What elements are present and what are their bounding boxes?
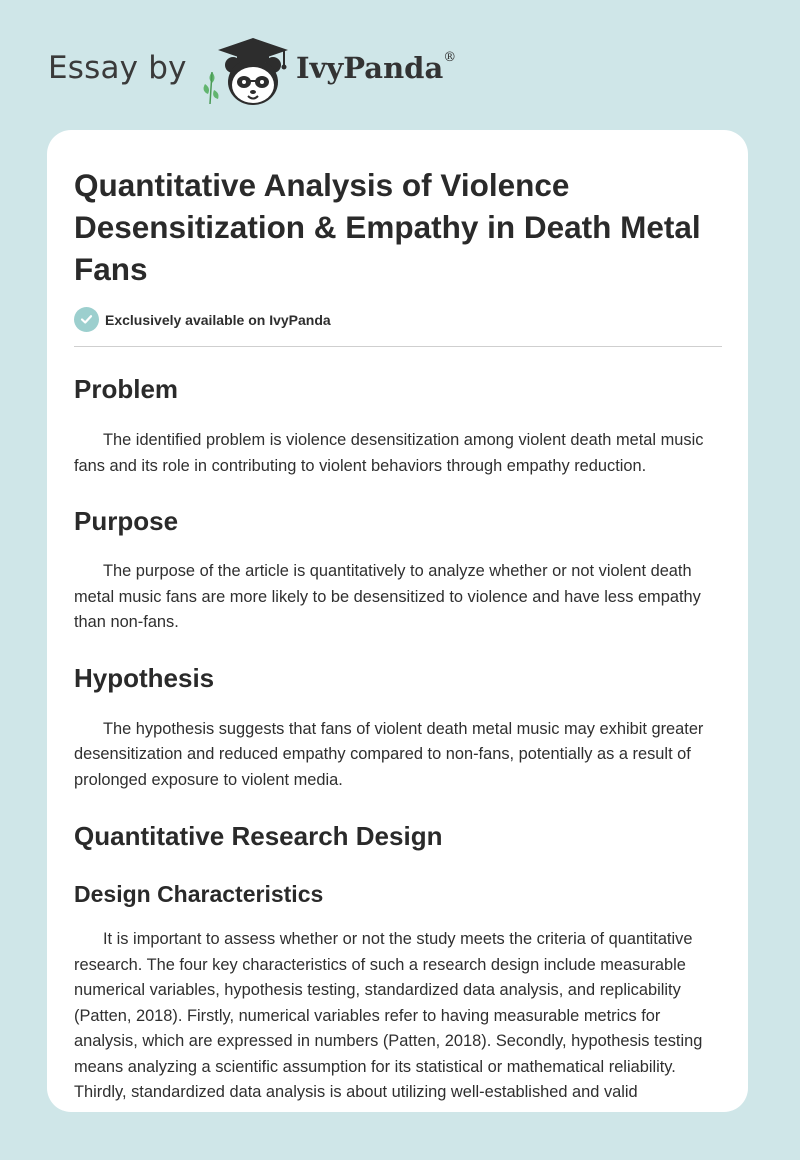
purpose-text: The purpose of the article is quantitatively to analyze whether or not violent death metal music fans are more likely to be desensitized to violence and have less empathy than non-fans. xyxy=(74,562,701,631)
site-header xyxy=(0,0,800,130)
design-subheading: Design Characteristics xyxy=(74,881,324,907)
hypothesis-text: The hypothesis suggests that fans of violent death metal music may exhibit greater desensitization and reduced empathy compared to non-fans, potentially as a result of prolonged exposure to violent media. xyxy=(74,719,704,789)
panda-logo-icon[interactable] xyxy=(200,32,295,110)
problem-text: The identified problem is violence desensitization among violent death metal music fans and its role in contributing to violent behaviors through empathy reduction. xyxy=(74,431,704,475)
exclusive-badge xyxy=(74,307,722,332)
brand-name[interactable] xyxy=(296,51,456,85)
design-heading: Quantitative Research Design xyxy=(74,821,443,851)
purpose-heading: Purpose xyxy=(74,506,179,536)
design-text: It is important to assess whether or not the study meets the criteria of quantitative research. The four key characteristics of such a research design include measurable numerical variables, hypothesis testing, standardized data analysis, and replicability (Patten, 2018). Firstly, numerical variables refer to having measurable metrics for analysis, which are expressed in numbers (Patten, 2018). Secondly, hypothesis testing means analyzing a scientific assumption for its statistical or mathematical reliability. Thirdly, standardized data analysis is about utilizing well-established and valid xyxy=(74,930,703,1101)
page-title: Quantitative Analysis of Violence Desensitization & Empathy in Death Metal Fans xyxy=(74,167,701,287)
problem-heading: Problem xyxy=(74,374,179,404)
hypothesis-heading: Hypothesis xyxy=(74,662,215,693)
divider xyxy=(74,346,722,347)
badge-label: Exclusively available on IvyPanda xyxy=(105,311,331,328)
check-icon xyxy=(74,307,99,332)
article-card xyxy=(47,130,748,1112)
registered-mark: ® xyxy=(443,50,457,66)
essay-by-label: Essay by xyxy=(48,50,187,86)
brand-text: IvyPanda xyxy=(296,51,444,85)
